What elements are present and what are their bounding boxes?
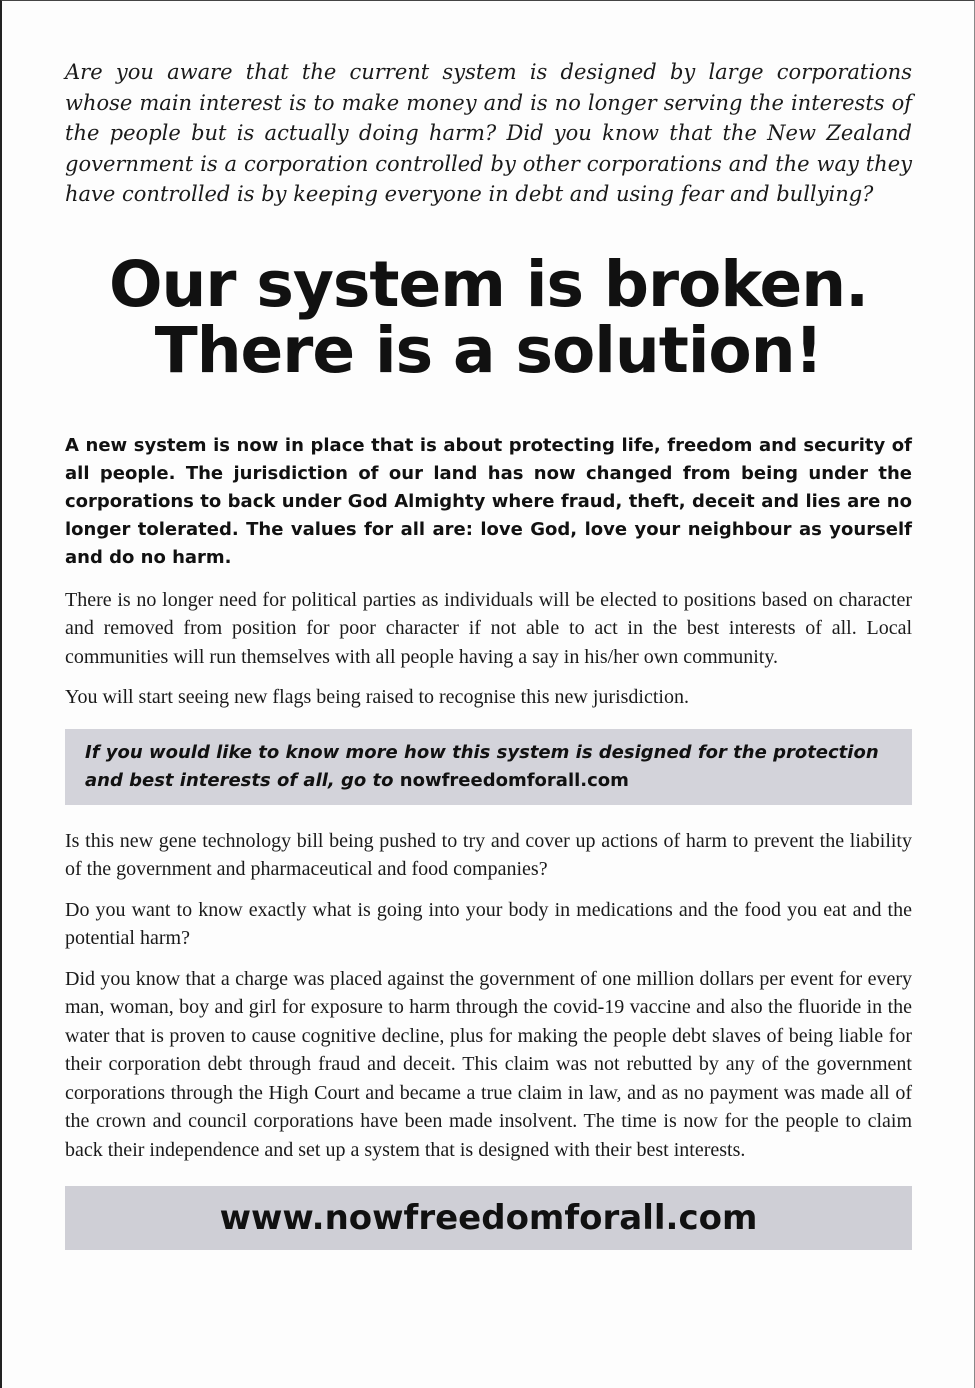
body-question-paragraph: Do you want to know exactly what is going into your body in medications and the food you eat and the potential harm? — [65, 898, 912, 949]
flyer-content — [65, 57, 912, 1250]
callout-text: If you would like to know more how this system is designed for the protection and best interests of all, go to — [85, 741, 879, 791]
gene-bill-paragraph: Is this new gene technology bill being pushed to try and cover up actions of harm to prevent the liability of the government and pharmaceutical and food companies? — [65, 829, 912, 880]
footer-url-link[interactable]: www.nowfreedomforall.com — [219, 1198, 758, 1238]
headline — [65, 247, 912, 387]
callout-link[interactable]: nowfreedomforall.com — [399, 769, 629, 791]
intro-paragraph: Are you aware that the current system is designed by large corporations whose main interest is to make money and is no longer serving the interests of the people but is actually doing harm? Did you know that the New Zealand government is a corporation controlled by other corporations and the way they have controlled is by keeping everyone in debt and using fear and bullying? — [65, 60, 912, 206]
lead-paragraph: A new system is now in place that is about protecting life, freedom and security of all people. The jurisdiction of our land has now changed from being under the corporations to back under God Almighty where fraud, theft, deceit and lies are no longer tolerated. The values for all are: love God, love your neighbour as yourself and do no harm. — [65, 434, 912, 568]
charge-paragraph: Did you know that a charge was placed against the government of one million dollars per event for every man, woman, boy and girl for exposure to harm through the covid-19 vaccine and also the fluoride in the water that is proven to cause cognitive decline, plus for making the people debt slaves of being liable for their corporation debt through fraud and deceit. This claim was not rebutted by any of the government corporations through the High Court and became a true claim in law, and as no payment was made all of the crown and council corporations have been made insolvent. The time is now for the people to claim back their independence and set up a system that is designed with their best interests. — [65, 967, 912, 1161]
headline-line-2: There is a solution! — [154, 313, 823, 387]
footer-url-banner — [65, 1186, 912, 1250]
political-paragraph: There is no longer need for political parties as individuals will be elected to positions based on character and removed from position for poor character if not able to act in the best interests of all. Local communities will run themselves with all people having a say in his/her own community. — [65, 588, 912, 668]
flags-paragraph: You will start seeing new flags being raised to recognise this new jurisdiction. — [65, 686, 689, 708]
headline-line-1: Our system is broken. — [108, 247, 869, 321]
info-callout — [65, 729, 912, 805]
